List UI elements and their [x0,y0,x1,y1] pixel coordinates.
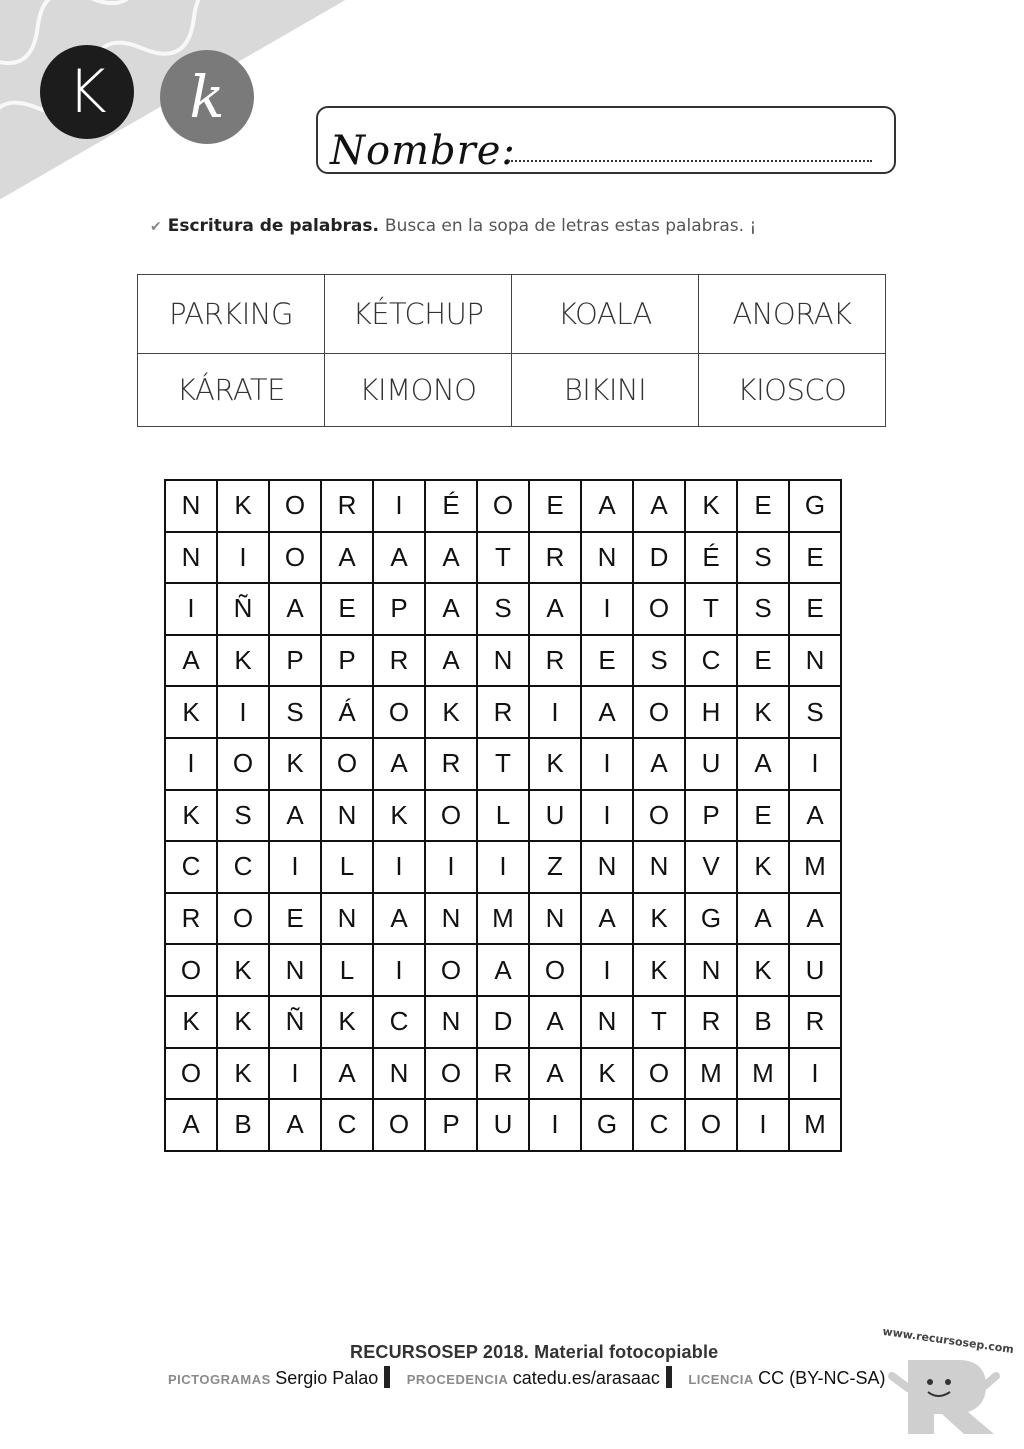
grid-cell[interactable]: C [217,841,269,893]
grid-cell[interactable]: R [685,996,737,1048]
grid-cell[interactable]: A [581,893,633,945]
grid-cell[interactable]: O [633,1048,685,1100]
grid-row [165,532,841,584]
grid-cell[interactable]: S [269,686,321,738]
grid-cell[interactable]: A [477,944,529,996]
grid-row [165,841,841,893]
word-cell: KÁRATE [138,354,325,427]
grid-cell[interactable]: A [269,1099,321,1151]
grid-cell[interactable]: I [373,944,425,996]
grid-cell[interactable]: R [529,532,581,584]
grid-cell[interactable]: R [477,1048,529,1100]
grid-row [165,686,841,738]
grid-cell[interactable]: U [789,944,841,996]
grid-cell[interactable]: A [165,635,217,687]
grid-cell[interactable]: O [373,1099,425,1151]
word-cell: KOALA [512,275,699,354]
grid-row [165,944,841,996]
grid-cell[interactable]: N [373,1048,425,1100]
grid-cell[interactable]: A [373,532,425,584]
grid-cell[interactable]: É [685,532,737,584]
grid-cell[interactable]: S [789,686,841,738]
grid-cell[interactable]: U [685,738,737,790]
grid-cell[interactable]: N [789,635,841,687]
grid-cell[interactable]: O [165,1048,217,1100]
grid-cell[interactable]: N [425,996,477,1048]
grid-cell[interactable]: A [737,738,789,790]
check-icon: ✔ [150,219,162,235]
grid-cell[interactable]: E [737,790,789,842]
grid-cell[interactable]: T [477,532,529,584]
grid-cell[interactable]: O [165,944,217,996]
grid-cell[interactable]: S [737,583,789,635]
grid-cell[interactable]: N [165,532,217,584]
name-field-box[interactable] [316,106,896,174]
grid-cell[interactable]: I [581,790,633,842]
grid-cell[interactable]: O [633,583,685,635]
grid-cell[interactable]: A [789,790,841,842]
grid-cell[interactable]: K [737,944,789,996]
grid-cell[interactable]: O [269,532,321,584]
word-list-table [137,274,886,427]
grid-cell[interactable]: N [529,893,581,945]
grid-cell[interactable]: Ñ [217,583,269,635]
recursosep-logo [878,1324,1015,1440]
grid-cell[interactable]: K [321,996,373,1048]
grid-cell[interactable]: A [789,893,841,945]
grid-cell[interactable]: E [321,583,373,635]
instruction-text: Busca en la sopa de letras estas palabras. ¡ [384,216,757,236]
grid-row [165,1048,841,1100]
grid-cell[interactable]: I [789,738,841,790]
grid-cell[interactable]: T [685,583,737,635]
grid-cell[interactable]: O [425,1048,477,1100]
grid-cell[interactable]: N [321,790,373,842]
uppercase-letter-badge: K [40,45,134,139]
grid-cell[interactable]: I [165,738,217,790]
grid-cell[interactable]: O [633,790,685,842]
grid-cell[interactable]: N [269,944,321,996]
logo-url: www.recursosep.com [881,1324,1015,1357]
grid-cell[interactable]: O [529,944,581,996]
grid-cell[interactable]: I [373,480,425,532]
grid-cell[interactable]: R [529,635,581,687]
grid-cell[interactable]: I [425,841,477,893]
separator-bar [384,1366,390,1388]
grid-cell[interactable]: K [165,790,217,842]
grid-cell[interactable]: M [477,893,529,945]
instruction-title: Escritura de palabras. [167,216,379,236]
grid-cell[interactable]: E [789,532,841,584]
grid-cell[interactable]: V [685,841,737,893]
grid-cell[interactable]: A [633,480,685,532]
grid-cell[interactable]: D [633,532,685,584]
grid-cell[interactable]: A [425,635,477,687]
grid-cell[interactable]: A [737,893,789,945]
grid-cell[interactable]: Ñ [269,996,321,1048]
footer-credits [168,1366,890,1389]
grid-cell[interactable]: C [165,841,217,893]
grid-cell[interactable]: R [425,738,477,790]
grid-cell[interactable]: O [217,738,269,790]
grid-cell[interactable]: A [269,583,321,635]
footer-title: RECURSOSEP 2018. Material fotocopiable [350,1342,719,1362]
grid-cell[interactable]: O [633,686,685,738]
grid-row [165,635,841,687]
word-cell: KIOSCO [699,354,886,427]
grid-cell[interactable]: K [529,738,581,790]
word-cell: PARKING [138,275,325,354]
grid-cell[interactable]: R [165,893,217,945]
grid-cell[interactable]: Á [321,686,373,738]
grid-cell[interactable]: I [737,1099,789,1151]
licencia-value: CC (BY-NC-SA) [758,1368,886,1388]
grid-cell[interactable]: M [685,1048,737,1100]
grid-cell[interactable]: E [737,480,789,532]
pictogramas-label: PICTOGRAMAS [168,1372,271,1387]
grid-cell[interactable]: P [373,583,425,635]
grid-row [165,738,841,790]
name-dotted-line[interactable] [508,160,872,162]
grid-row [165,996,841,1048]
grid-cell[interactable]: T [477,738,529,790]
grid-cell[interactable]: M [789,1099,841,1151]
grid-cell[interactable]: K [217,635,269,687]
grid-cell[interactable]: O [217,893,269,945]
grid-cell[interactable]: A [321,1048,373,1100]
grid-cell[interactable]: D [477,996,529,1048]
grid-cell[interactable]: A [581,480,633,532]
grid-cell[interactable]: N [633,841,685,893]
grid-cell[interactable]: I [269,1048,321,1100]
grid-cell[interactable]: L [321,944,373,996]
grid-cell[interactable]: I [269,841,321,893]
grid-cell[interactable]: K [165,686,217,738]
grid-cell[interactable]: G [685,893,737,945]
grid-cell[interactable]: N [477,635,529,687]
lowercase-letter-badge: k [160,50,254,144]
grid-cell[interactable]: S [217,790,269,842]
grid-cell[interactable]: K [269,738,321,790]
procedencia-label: PROCEDENCIA [406,1372,509,1387]
word-cell: ANORAK [699,275,886,354]
grid-cell[interactable]: P [269,635,321,687]
word-cell: KÉTCHUP [325,275,512,354]
grid-cell[interactable]: A [373,893,425,945]
grid-cell[interactable]: E [269,893,321,945]
grid-cell[interactable]: P [321,635,373,687]
grid-cell[interactable]: I [477,841,529,893]
grid-cell[interactable]: A [165,1099,217,1151]
grid-cell[interactable]: O [685,1099,737,1151]
grid-row [165,790,841,842]
grid-cell[interactable]: K [217,1048,269,1100]
grid-cell[interactable]: A [269,790,321,842]
separator-bar [666,1366,672,1388]
grid-cell[interactable]: C [685,635,737,687]
grid-cell[interactable]: K [217,944,269,996]
grid-cell[interactable]: K [581,1048,633,1100]
grid-cell[interactable]: S [633,635,685,687]
grid-cell[interactable]: I [217,686,269,738]
grid-cell[interactable]: K [217,480,269,532]
grid-cell[interactable]: A [373,738,425,790]
grid-cell[interactable]: L [477,790,529,842]
grid-cell[interactable]: P [685,790,737,842]
grid-cell[interactable]: I [373,841,425,893]
grid-cell[interactable]: I [529,1099,581,1151]
grid-cell[interactable]: K [633,944,685,996]
grid-cell[interactable]: B [217,1099,269,1151]
grid-cell[interactable]: O [425,790,477,842]
grid-cell[interactable]: G [789,480,841,532]
licencia-label: LICENCIA [688,1372,754,1387]
grid-cell[interactable]: A [425,532,477,584]
grid-cell[interactable]: I [529,686,581,738]
grid-cell[interactable]: K [685,480,737,532]
grid-cell[interactable]: H [685,686,737,738]
grid-cell[interactable]: N [425,893,477,945]
pictogramas-value: Sergio Palao [275,1368,379,1388]
grid-cell[interactable]: C [373,996,425,1048]
word-row [138,354,886,427]
grid-row [165,583,841,635]
grid-cell[interactable]: I [581,583,633,635]
grid-cell[interactable]: N [685,944,737,996]
grid-cell[interactable]: C [633,1099,685,1151]
grid-cell[interactable]: G [581,1099,633,1151]
grid-cell[interactable]: T [633,996,685,1048]
grid-cell[interactable]: E [737,635,789,687]
grid-cell[interactable]: O [321,738,373,790]
grid-cell[interactable]: C [321,1099,373,1151]
grid-cell[interactable]: K [737,686,789,738]
grid-cell[interactable]: A [425,583,477,635]
grid-cell[interactable]: S [477,583,529,635]
grid-cell[interactable]: R [373,635,425,687]
grid-cell[interactable]: R [789,996,841,1048]
grid-cell[interactable]: U [529,790,581,842]
grid-cell[interactable]: O [269,480,321,532]
grid-cell[interactable]: I [789,1048,841,1100]
instruction-line [150,216,756,236]
grid-cell[interactable]: O [477,480,529,532]
grid-cell[interactable]: K [373,790,425,842]
grid-cell[interactable]: N [165,480,217,532]
grid-cell[interactable]: K [165,996,217,1048]
grid-cell[interactable]: S [737,532,789,584]
grid-cell[interactable]: U [477,1099,529,1151]
grid-cell[interactable]: A [633,738,685,790]
grid-cell[interactable]: B [737,996,789,1048]
grid-cell[interactable]: A [321,532,373,584]
word-row [138,275,886,354]
grid-cell[interactable]: E [529,480,581,532]
grid-cell[interactable]: K [737,841,789,893]
grid-row [165,1099,841,1151]
grid-row [165,480,841,532]
grid-cell[interactable]: R [321,480,373,532]
grid-cell[interactable]: O [425,944,477,996]
word-cell: KIMONO [325,354,512,427]
grid-cell[interactable]: N [581,996,633,1048]
grid-cell[interactable]: E [789,583,841,635]
grid-cell[interactable]: K [217,996,269,1048]
grid-cell[interactable]: A [529,583,581,635]
grid-cell[interactable]: K [633,893,685,945]
word-search-grid [164,479,842,1152]
word-cell: BIKINI [512,354,699,427]
grid-cell[interactable]: N [581,841,633,893]
grid-cell[interactable]: M [737,1048,789,1100]
grid-cell[interactable]: I [217,532,269,584]
grid-cell[interactable]: Z [529,841,581,893]
grid-cell[interactable]: A [529,996,581,1048]
grid-cell[interactable]: E [581,635,633,687]
grid-cell[interactable]: I [581,738,633,790]
grid-cell[interactable]: M [789,841,841,893]
grid-cell[interactable]: N [581,532,633,584]
grid-cell[interactable]: O [373,686,425,738]
grid-cell[interactable]: L [321,841,373,893]
grid-cell[interactable]: A [529,1048,581,1100]
grid-cell[interactable]: P [425,1099,477,1151]
grid-cell[interactable]: N [321,893,373,945]
grid-row [165,893,841,945]
procedencia-value: catedu.es/arasaac [512,1368,660,1388]
grid-cell[interactable]: É [425,480,477,532]
grid-cell[interactable]: I [581,944,633,996]
grid-cell[interactable]: R [477,686,529,738]
grid-cell[interactable]: K [425,686,477,738]
grid-cell[interactable]: A [581,686,633,738]
name-label: Nombre: [330,128,516,174]
grid-cell[interactable]: I [165,583,217,635]
